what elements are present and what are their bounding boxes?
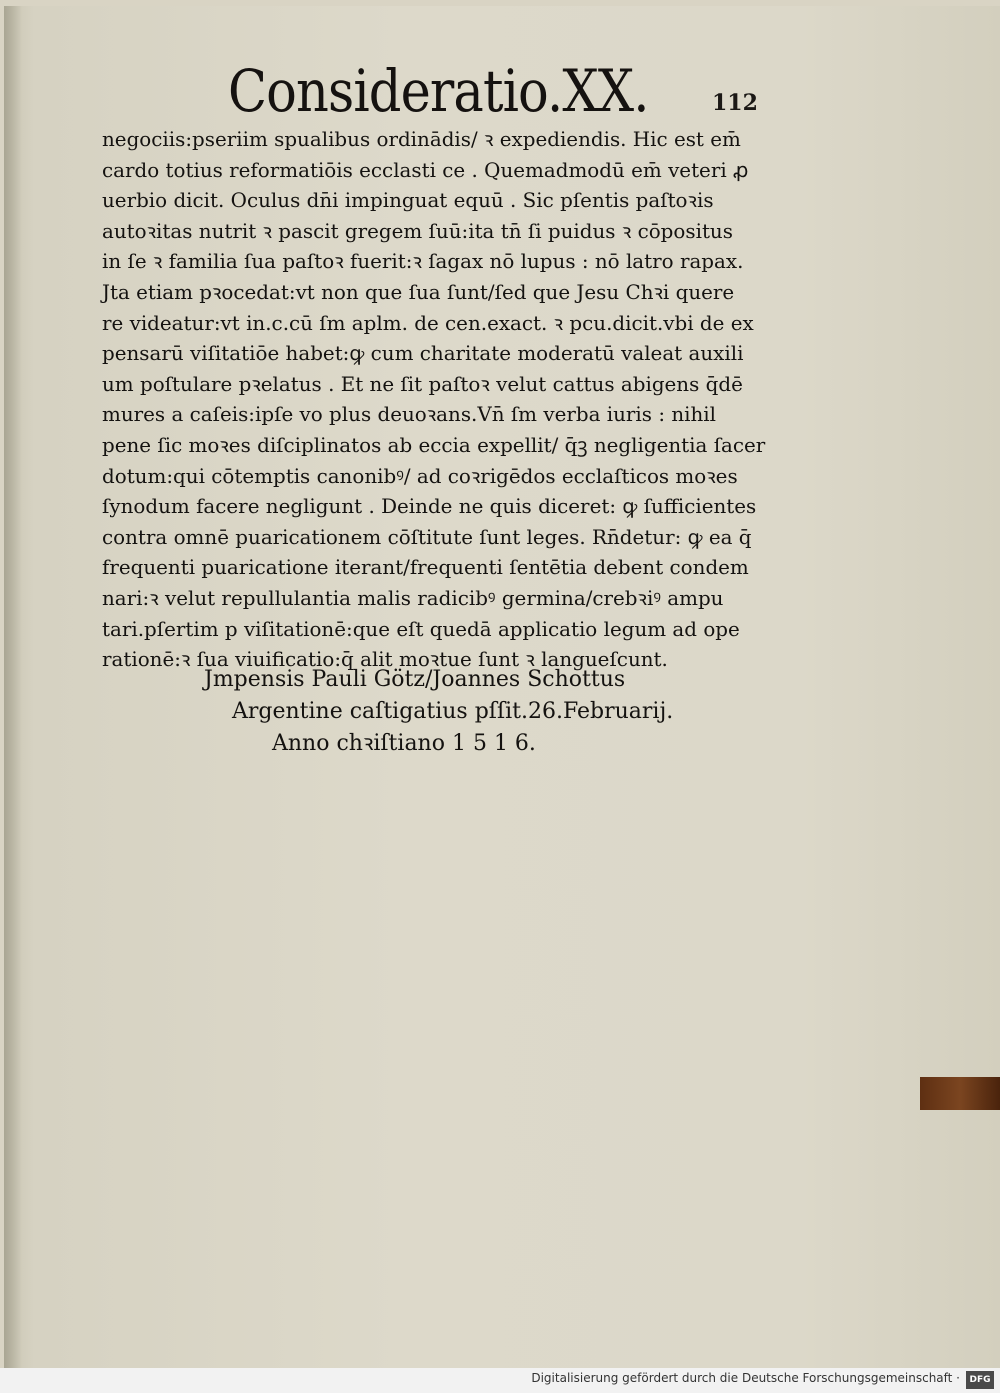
footer-bar [0, 1368, 1000, 1393]
text-line: negociis:pseriim spualibus ordinādis/ ꝛ expediendis. Hic est em̄ [102, 127, 741, 151]
text-line: tari.pſertim p viſitationē:que eſt quedā applicatio legum ad ope [102, 616, 740, 641]
running-head: Consideratio.XX. [228, 57, 649, 125]
colophon-line: Jmpensis Pauli Götz/Joannes Schottus [204, 667, 626, 692]
text-line: rationē:ꝛ ſua viuificatio:q̄ alit moꝛtue ſunt ꝛ langueſcunt. [102, 647, 668, 672]
text-line: autoꝛitas nutrit ꝛ pascit gregem ſuū:ita tn̄ ſi puidus ꝛ cōpositus [102, 218, 733, 243]
text-line: nari:ꝛ velut repullulantia malis radicibꝰ germina/crebꝛiꝰ ampu [102, 585, 724, 610]
funding-credit: Digitalisierung gefördert durch die Deutsche Forschungsgemeinschaft · [531, 1371, 960, 1385]
colophon-line: Anno chꝛiſtiano 1 5 1 6. [272, 731, 536, 756]
text-line: cardo totius reformatiōis ecclasti ce . Quemadmodū em̄ veteri ꝓ [102, 157, 749, 182]
text-line: ſynodum facere negligunt . Deinde ne quis diceret: ꝙ ſufficientes [102, 494, 757, 519]
text-line: pensarū viſitatiōe habet:ꝙ cum charitate moderatū valeat auxili [102, 341, 744, 366]
dfg-logo-icon: DFG [966, 1371, 994, 1389]
text-line: frequenti puaricatione iterant/frequenti ſentētia debent condem [102, 555, 749, 580]
text-line: in ſe ꝛ familia ſua paſtoꝛ fuerit:ꝛ ſagax nō lupus : nō latro rapax. [102, 249, 744, 274]
text-line: um poſtulare pꝛelatus . Et ne ſit paſtoꝛ velut cattus abigens q̄dē [102, 371, 743, 396]
colophon-line: Argentine caſtigatius pſſit.26.Februarij. [232, 699, 674, 724]
text-line: contra omnē puaricationem cōſtitute ſunt leges. Rn̄detur: ꝙ ea q̄ [102, 524, 752, 549]
page-gutter-shadow [4, 6, 22, 1368]
bookmark-ribbon [920, 1077, 1000, 1110]
colophon [204, 664, 673, 760]
text-line: uerbio dicit. Oculus dn̄i impinguat equū . Sic pſentis paſtoꝛis [102, 188, 714, 213]
book-page [4, 6, 1000, 1368]
folio-number: 112 [712, 90, 758, 116]
text-line: dotum:qui cōtemptis canonibꝰ/ ad coꝛrigēdos ecclaſticos moꝛes [102, 463, 738, 488]
text-line: pene ſic moꝛes diſciplinatos ab eccia expellit/ q̄ꝫ negligentia ſacer [102, 432, 766, 457]
text-line: re videatur:vt in.c.cū ſm aplm. de cen.exact. ꝛ pcu.dicit.vbi de ex [102, 310, 754, 335]
body-text [102, 124, 782, 675]
text-line: mures a caſeis:ipſe vo plus deuoꝛans.Vn̄ ſm verba iuris : nihil [102, 402, 717, 427]
text-line: Jta etiam pꝛocedat:vt non que ſua ſunt/ſed que Jesu Chꝛi quere [102, 279, 735, 304]
